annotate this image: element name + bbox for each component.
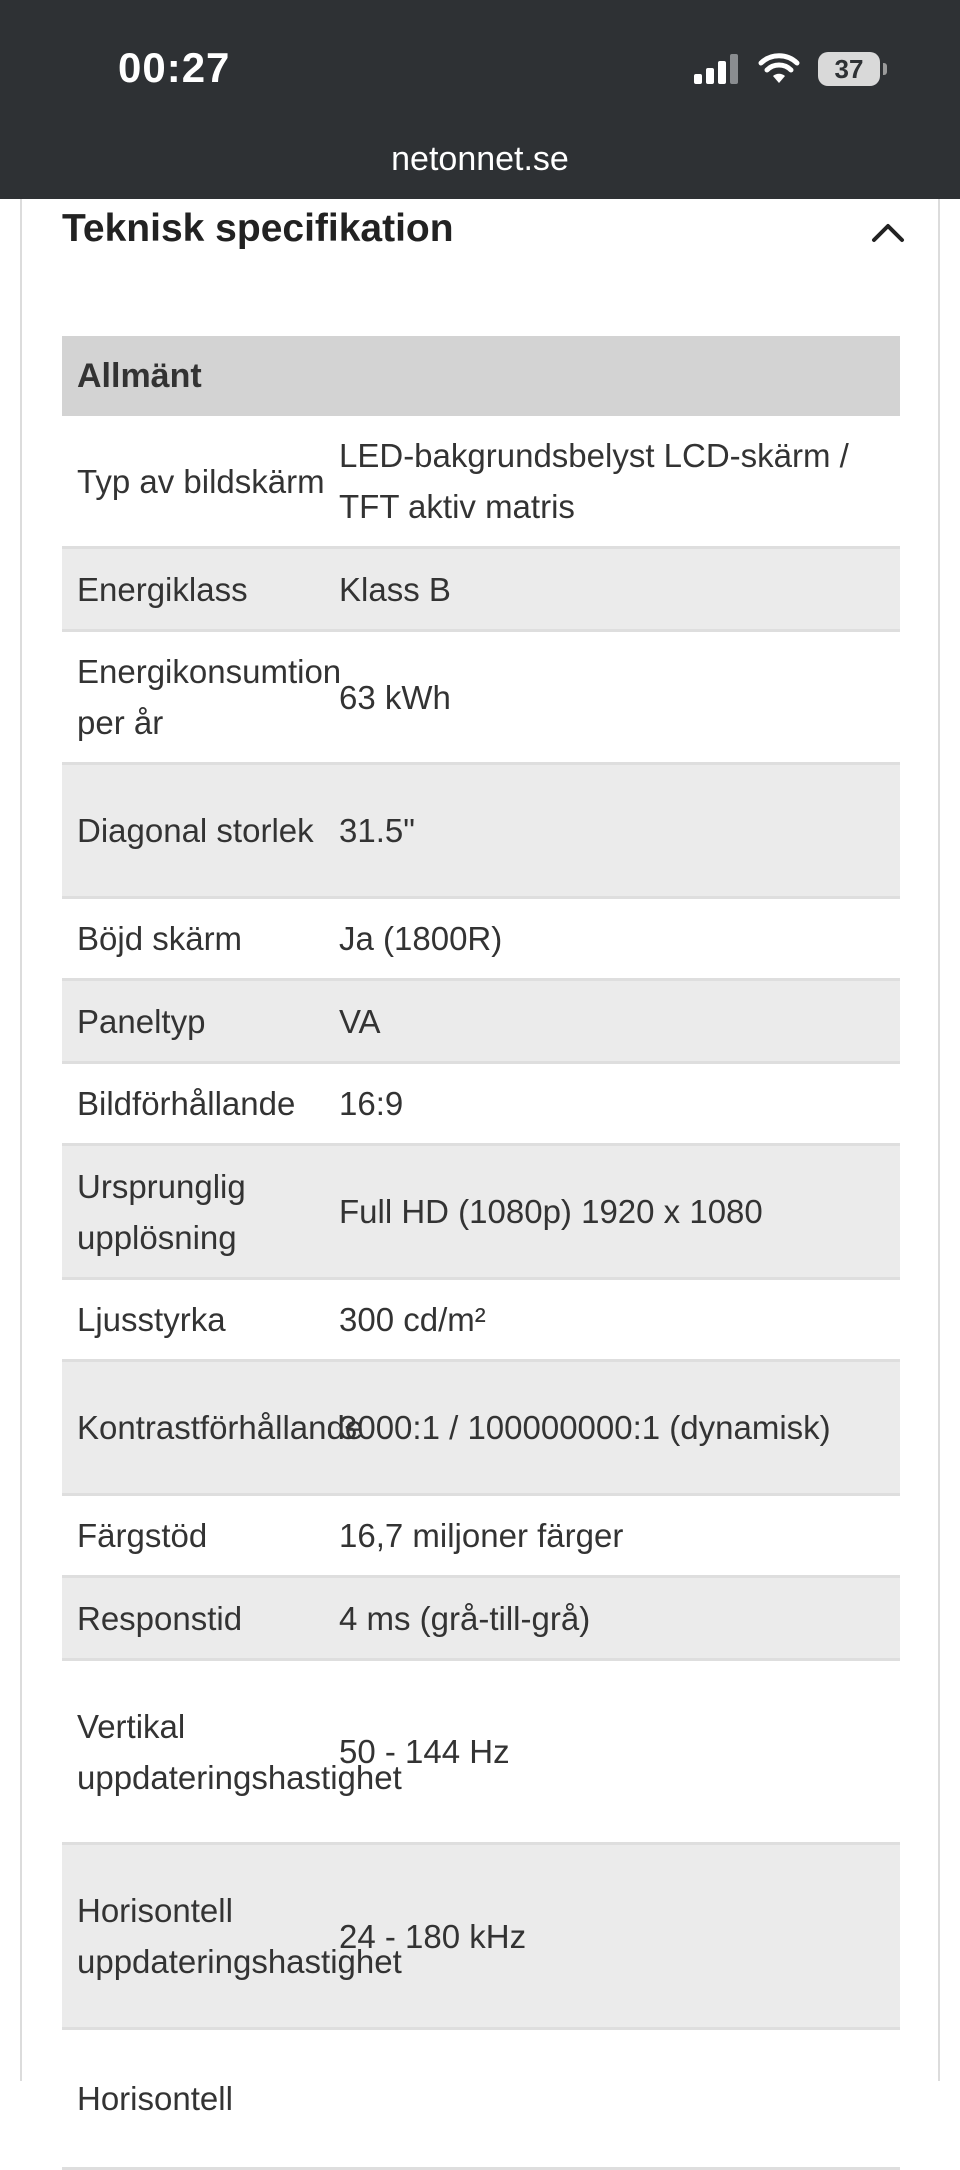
spec-row: [62, 1578, 900, 1661]
spec-row: [62, 765, 900, 899]
spec-row: [62, 632, 900, 765]
spec-label: Energikonsumtion per år: [77, 653, 342, 741]
product-specs-panel: [20, 199, 940, 2117]
spec-label: Paneltyp: [77, 1002, 206, 1040]
status-bar: [0, 0, 960, 199]
spec-label: Responstid: [77, 1599, 243, 1637]
spec-label: Kontrastförhållande: [77, 1409, 364, 1446]
spec-row: [62, 1496, 900, 1578]
wifi-icon: [758, 53, 800, 85]
spec-label: Energiklass: [77, 570, 248, 608]
spec-label: Ursprunglig upplösning: [77, 1167, 246, 1256]
spec-value: 31.5": [339, 812, 415, 849]
spec-rows: [62, 416, 900, 2170]
spec-table: [62, 336, 900, 2170]
spec-row: [62, 1146, 900, 1280]
spec-value: Ja (1800R): [339, 920, 503, 957]
battery-icon: 37: [818, 52, 880, 86]
spec-row: [62, 1661, 900, 1845]
spec-row: [62, 416, 900, 549]
spec-label: Böjd skärm: [77, 920, 243, 957]
spec-row: [62, 899, 900, 981]
spec-row: [62, 1280, 900, 1362]
spec-value: Klass B: [339, 570, 451, 608]
spec-label: Färgstöd: [77, 1517, 208, 1554]
chevron-up-icon: [871, 221, 905, 243]
spec-value: 16,7 miljoner färger: [339, 1517, 624, 1554]
spec-value: 50 - 144 Hz: [339, 1733, 510, 1770]
spec-value: VA: [339, 1002, 381, 1040]
spec-value: 63 kWh: [339, 678, 451, 716]
spec-label: Vertikal uppdateringshastighet: [77, 1707, 402, 1796]
spec-row: [62, 1362, 900, 1496]
spec-value: 4 ms (grå-till-grå): [339, 1599, 591, 1637]
spec-row: [62, 549, 900, 632]
status-icons: [694, 52, 880, 86]
spec-group-header: Allmänt: [62, 336, 900, 416]
spec-value: 3000:1 / 100000000:1 (dynamisk): [339, 1409, 831, 1446]
spec-label: Horisontell uppdateringshastighet: [77, 1892, 402, 1980]
status-time: 00:27: [118, 44, 231, 91]
tech-spec-header[interactable]: [22, 199, 938, 339]
spec-row: [62, 1845, 900, 2030]
spec-value: LED-bakgrundsbelyst LCD-skärm / TFT aktiv matris: [339, 437, 849, 525]
spec-value: 16:9: [339, 1085, 404, 1122]
spec-label: Diagonal storlek: [77, 812, 314, 849]
spec-label: Horisontell: [77, 2080, 233, 2117]
spec-value: 300 cd/m²: [339, 1301, 486, 1338]
spec-value: Full HD (1080p) 1920 x 1080: [339, 1193, 763, 1230]
collapse-toggle[interactable]: [858, 207, 918, 257]
spec-row: [62, 1064, 900, 1146]
spec-label: Bildförhållande: [77, 1085, 296, 1122]
section-title: Teknisk specifikation: [62, 207, 454, 250]
spec-value: 24 - 180 kHz: [339, 1917, 527, 1955]
address-bar-url[interactable]: netonnet.se: [391, 140, 569, 178]
spec-label: Typ av bildskärm: [77, 462, 325, 500]
spec-row: [62, 2030, 900, 2170]
spec-row: [62, 981, 900, 1064]
cellular-signal-icon: [694, 54, 740, 84]
spec-label: Ljusstyrka: [77, 1301, 226, 1338]
